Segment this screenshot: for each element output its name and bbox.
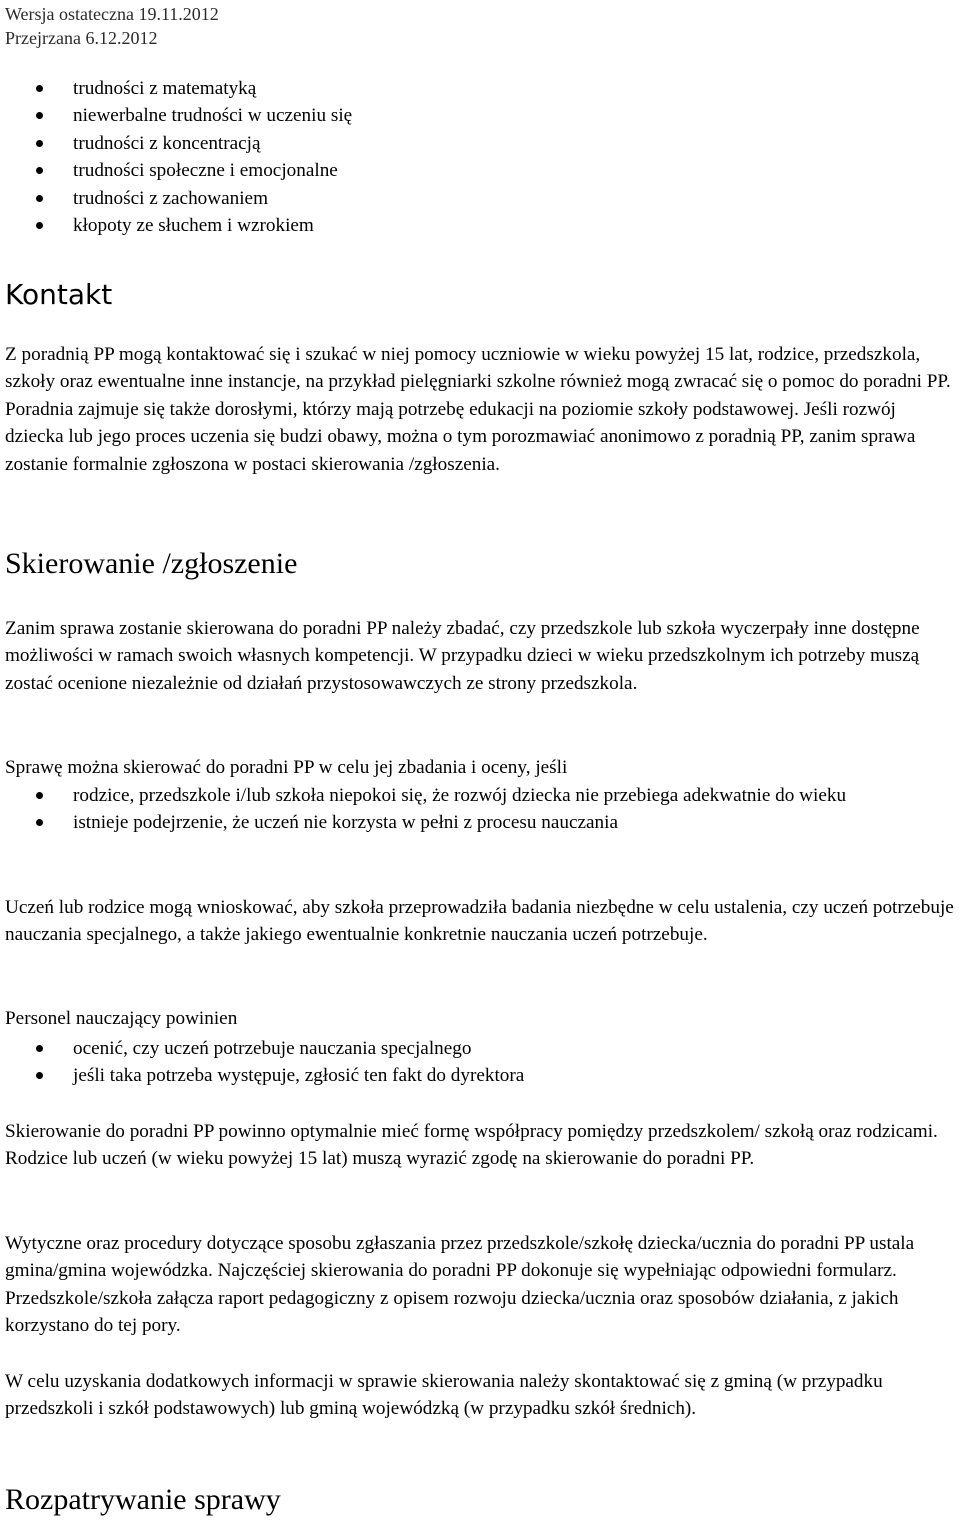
section-heading-kontakt: Kontakt xyxy=(5,278,113,311)
bullet-icon xyxy=(36,222,43,229)
list-item: rodzice, przedszkole i/lub szkoła niepokoi się, że rozwój dziecka nie przebiega adekwatnie do wieku xyxy=(0,782,952,809)
bullet-icon xyxy=(36,140,43,147)
bullet-icon xyxy=(36,1072,43,1079)
skierowanie-paragraph-4: Personel nauczający powinien xyxy=(5,1008,238,1029)
skierowanie-paragraph-5: Skierowanie do poradni PP powinno optymalnie mieć formę współpracy pomiędzy przedszkolem/ szkołą oraz rodzicami. Rodzice lub uczeń (w wieku powyżej 15 lat) muszą wyrazić zgodę na skierowanie do poradni PP. xyxy=(5,1121,938,1170)
kontakt-paragraph: Z poradnią PP mogą kontaktować się i szukać w niej pomocy uczniowie w wieku powyżej 15 lat, rodzice, przedszkola, szkoły oraz ewentualne inne instancje, na przykład pielęgniarki szkolne również mogą zwracać się o pomoc do poradni PP. Poradnia zajmuje się także dorosłymi, którzy mają potrzebę edukacji na poziomie szkoły podstawowej. Jeśli rozwój dziecka lub jego proces uczenia się budzi obawy, można o tym porozmawiać anonimowo z poradnią PP, zanim sprawa zostanie formalnie zgłoszona w postaci skierowania /zgłoszenia. xyxy=(5,344,951,475)
list-item: trudności z zachowaniem xyxy=(0,185,952,212)
list-item: trudności z matematyką xyxy=(0,75,952,102)
list-item: trudności społeczne i emocjonalne xyxy=(0,157,952,184)
bullet-icon xyxy=(36,792,43,799)
skierowanie-paragraph-7: W celu uzyskania dodatkowych informacji w sprawie skierowania należy skontaktować się z gminą (w przypadku przedszkoli i szkół podstawowych) lub gminą wojewódzką (w przypadku szkół średnich). xyxy=(5,1371,883,1420)
staff-duties-list xyxy=(0,1035,952,1090)
list-item: jeśli taka potrzeba występuje, zgłosić ten fakt do dyrektora xyxy=(0,1062,952,1089)
skierowanie-paragraph-2: Sprawę można skierować do poradni PP w celu jej zbadania i oceny, jeśli xyxy=(5,757,568,778)
list-item: istnieje podejrzenie, że uczeń nie korzysta w pełni z procesu nauczania xyxy=(0,809,952,836)
referral-conditions-list xyxy=(0,782,952,837)
skierowanie-paragraph-1: Zanim sprawa zostanie skierowana do poradni PP należy zbadać, czy przedszkole lub szkoła wyczerpały inne dostępne możliwości w ramach swoich własnych kompetencji. W przypadku dzieci w wieku przedszkolnym ich potrzeby muszą zostać ocenione niezależnie od działań przystosowawczych ze strony przedszkola. xyxy=(5,618,920,694)
list-item: niewerbalne trudności w uczeniu się xyxy=(0,102,952,129)
bullet-icon xyxy=(36,819,43,826)
document-review-label: Przejrzana 6.12.2012 xyxy=(5,28,158,48)
section-heading-skierowanie: Skierowanie /zgłoszenie xyxy=(5,547,298,580)
skierowanie-paragraph-3: Uczeń lub rodzice mogą wnioskować, aby szkoła przeprowadziła badania niezbędne w celu ustalenia, czy uczeń potrzebuje nauczania specjalnego, a także jakiego ewentualnie konkretnie nauczania uczeń potrzebuje. xyxy=(5,897,954,946)
bullet-icon xyxy=(36,195,43,202)
list-item: ocenić, czy uczeń potrzebuje nauczania specjalnego xyxy=(0,1035,952,1062)
bullet-icon xyxy=(36,167,43,174)
section-heading-rozpatrywanie: Rozpatrywanie sprawy xyxy=(5,1483,281,1516)
bullet-icon xyxy=(36,85,43,92)
document-version-label: Wersja ostateczna 19.11.2012 xyxy=(5,4,219,24)
bullet-icon xyxy=(36,1045,43,1052)
list-item: trudności z koncentracją xyxy=(0,130,952,157)
difficulties-list xyxy=(0,75,952,239)
skierowanie-paragraph-6: Wytyczne oraz procedury dotyczące sposobu zgłaszania przez przedszkole/szkołę dziecka/ucznia do poradni PP ustala gmina/gmina wojewódzka. Najczęściej skierowania do poradni PP dokonuje się wypełniając odpowiedni formularz. Przedszkole/szkoła załącza raport pedagogiczny z opisem rozwoju dziecka/ucznia oraz sposobów działania, z jakich korzystano do tej pory. xyxy=(5,1233,915,1337)
bullet-icon xyxy=(36,112,43,119)
list-item: kłopoty ze słuchem i wzrokiem xyxy=(0,212,952,239)
